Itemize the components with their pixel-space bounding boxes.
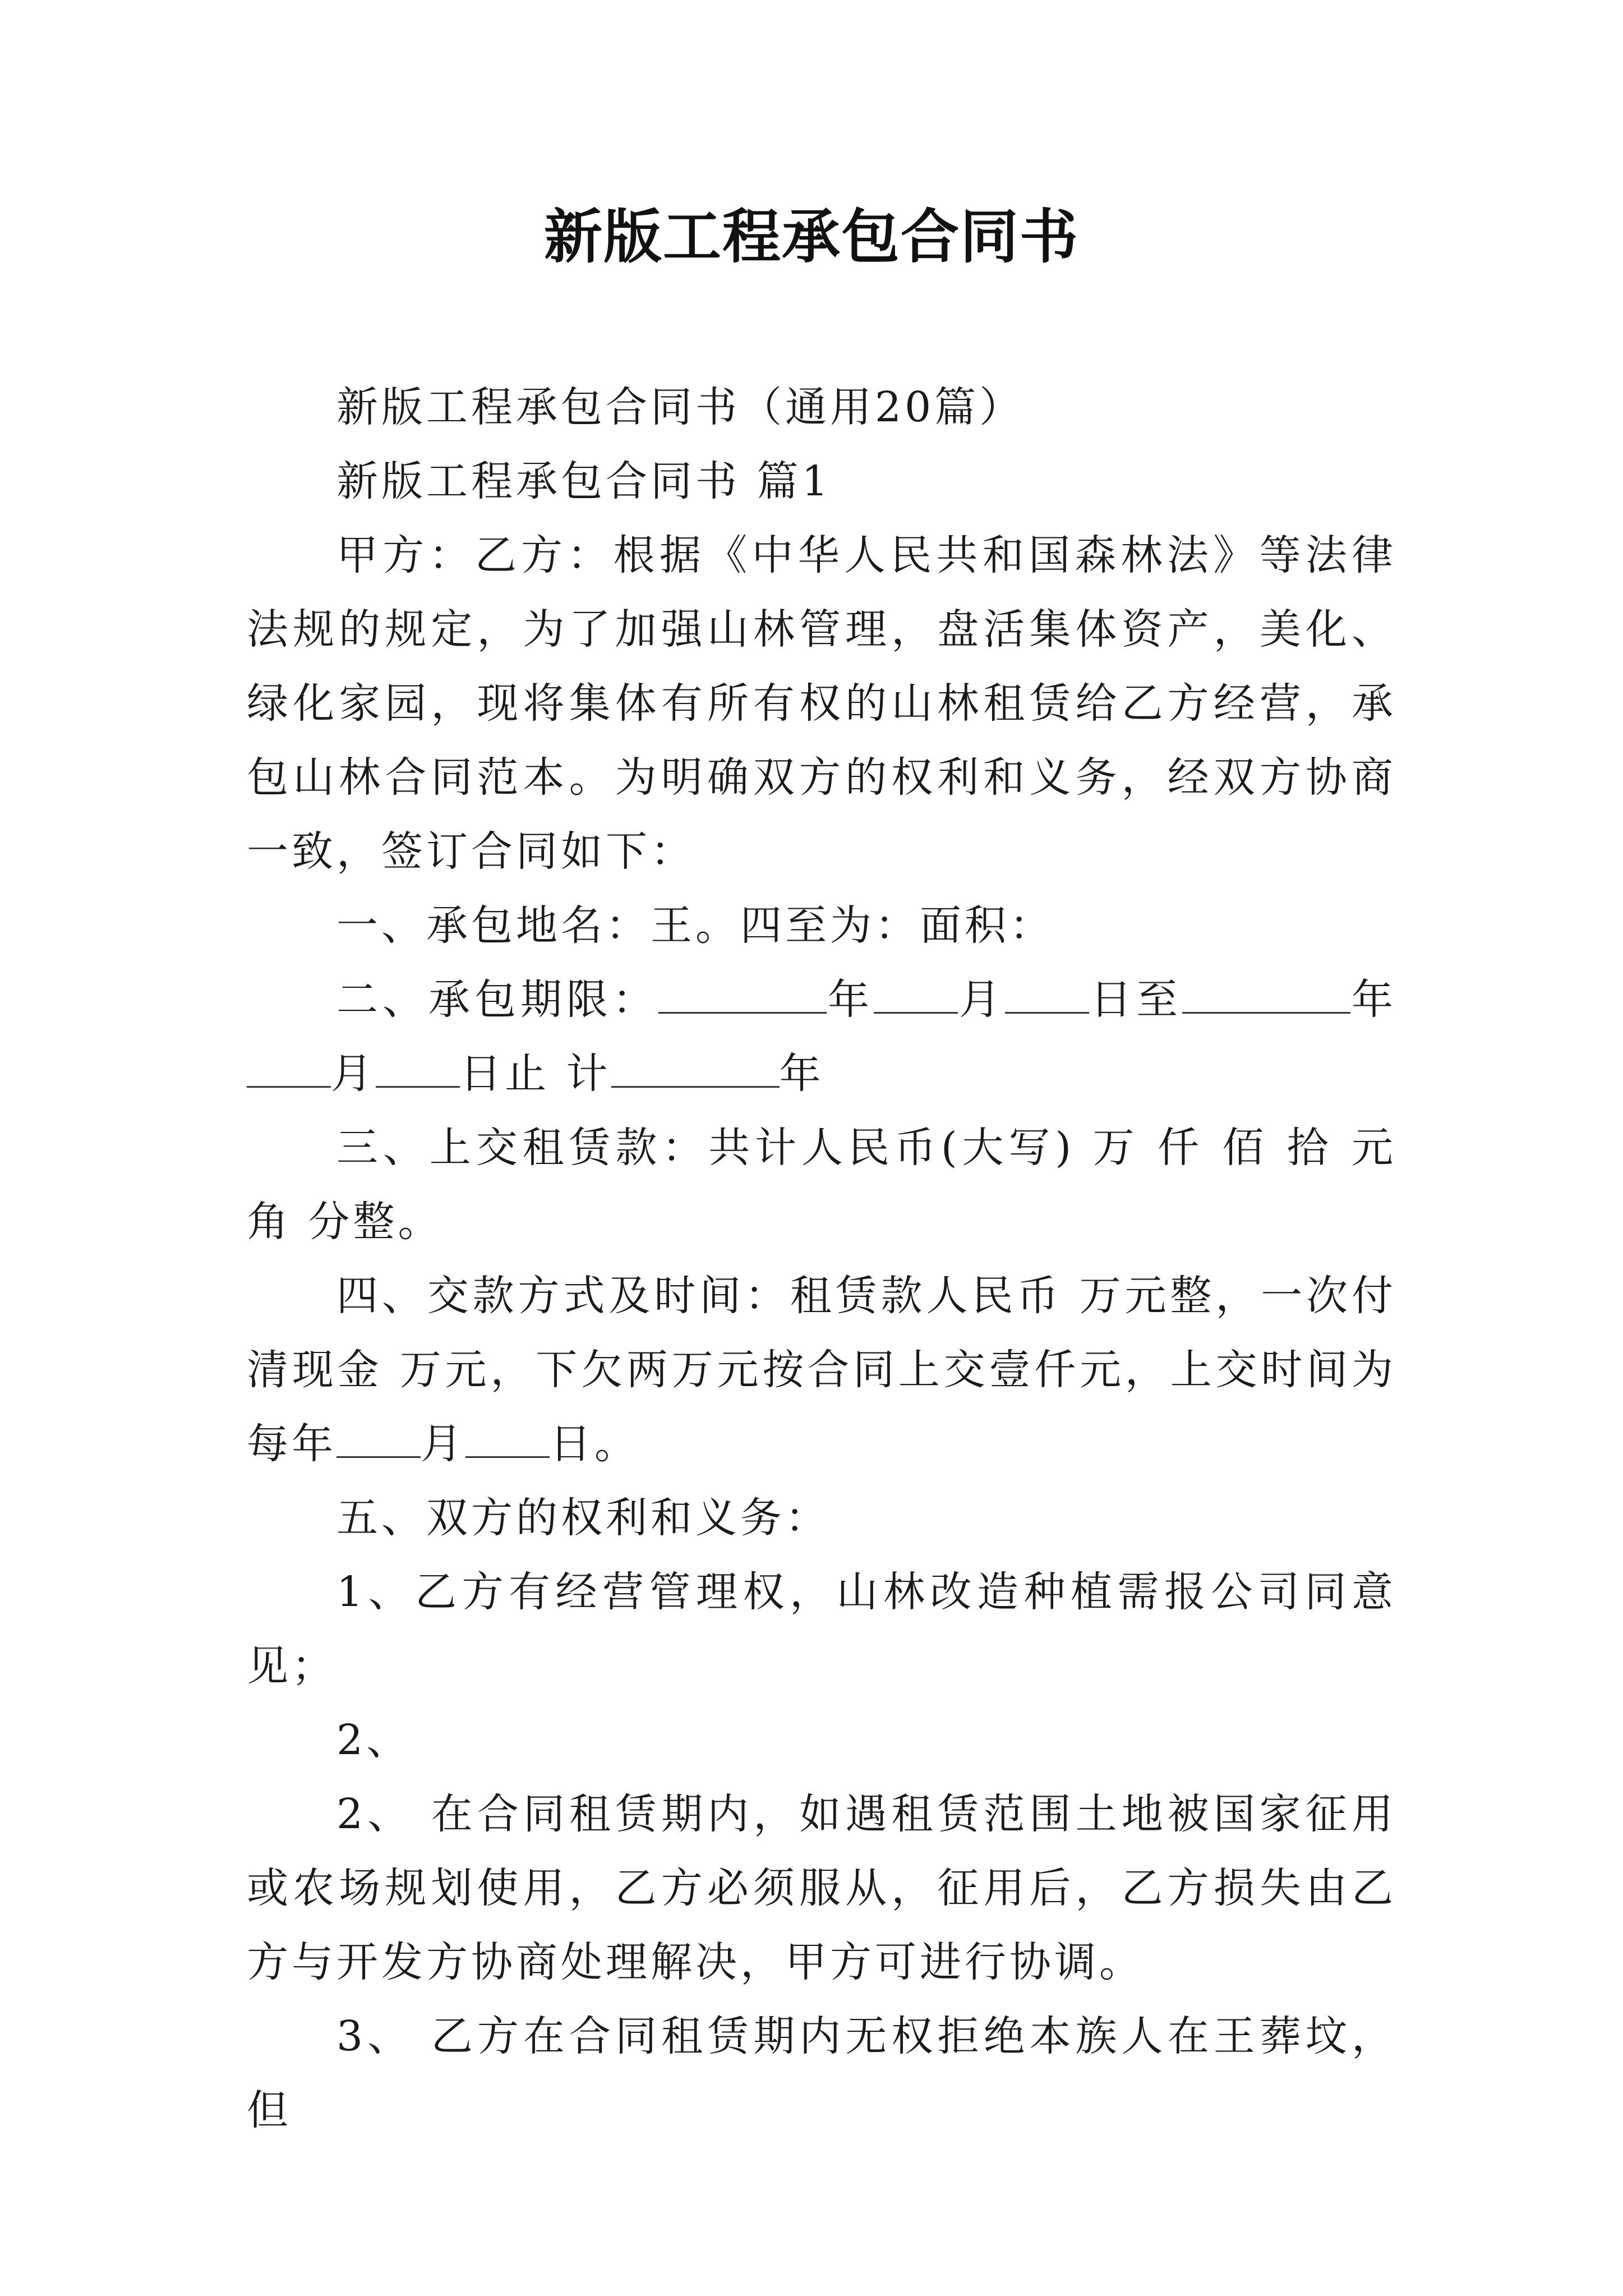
paragraph-item-2-empty: 2、 bbox=[336, 1716, 412, 1764]
paragraph-subtitle: 新版工程承包合同书（通用20篇） bbox=[336, 383, 1025, 431]
blank-pay-month[interactable] bbox=[336, 1423, 421, 1458]
term-end-month-label: 月 bbox=[331, 1050, 376, 1098]
term-day-to-label: 日至 bbox=[1089, 976, 1182, 1024]
clause-4-text: 四、交款方式及时间：租赁款人民币 万元整，一次付清现金 万元，下欠两万元按合同上交壹仟元，上交时间为 bbox=[247, 1272, 1396, 1394]
blank-start-month[interactable] bbox=[874, 978, 958, 1014]
blank-total-years[interactable] bbox=[611, 1052, 780, 1088]
paragraph-clause-4 bbox=[247, 1259, 1396, 1481]
term-total-label: 计 bbox=[566, 1050, 611, 1098]
blank-end-month[interactable] bbox=[247, 1052, 331, 1088]
blank-end-year[interactable] bbox=[1182, 978, 1350, 1014]
paragraph-preamble: 甲方：乙方：根据《中华人民共和国森林法》等法律法规的规定，为了加强山林管理，盘活集体资产，美化、绿化家园，现将集体有所有权的山林租赁给乙方经营，承包山林合同范本。为明确双方的权利和义务，经双方协商一致，签订合同如下： bbox=[247, 531, 1396, 876]
paragraph-clause-1: 一、承包地名：王。四至为：面积： bbox=[336, 901, 1054, 950]
term-end-year-label: 年 bbox=[1350, 976, 1396, 1024]
paragraph-item-3: 3、 乙方在合同租赁期内无权拒绝本族人在王葬坟，但 bbox=[247, 2012, 1396, 2134]
term-year-label: 年 bbox=[827, 976, 874, 1024]
term-total-year-label: 年 bbox=[779, 1050, 824, 1098]
payment-prefix: 每年 bbox=[247, 1420, 336, 1468]
term-prefix: 二、承包期限： bbox=[336, 976, 658, 1024]
blank-end-day[interactable] bbox=[376, 1052, 460, 1088]
document-body bbox=[247, 370, 1396, 2147]
blank-start-year[interactable] bbox=[658, 978, 827, 1014]
paragraph-item-1: 1、乙方有经营管理权，山林改造种植需报公司同意见； bbox=[247, 1568, 1396, 1690]
paragraph-clause-3: 三、上交租赁款：共计人民币(大写) 万 仟 佰 拾 元 角 分整。 bbox=[247, 1124, 1396, 1246]
paragraph-item-2: 2、 在合同租赁期内，如遇租赁范围土地被国家征用或农场规划使用，乙方必须服从，征用后，乙方损失由乙方与开发方协商处理解决，甲方可进行协调。 bbox=[247, 1790, 1396, 1986]
blank-start-day[interactable] bbox=[1005, 978, 1089, 1014]
term-month-label: 月 bbox=[958, 976, 1005, 1024]
payment-day-label: 日。 bbox=[550, 1420, 639, 1468]
paragraph-section-heading: 新版工程承包合同书 篇1 bbox=[336, 457, 832, 505]
term-day-end-label: 日止 bbox=[460, 1050, 550, 1098]
document-title: 新版工程承包合同书 bbox=[543, 202, 1079, 271]
paragraph-clause-2 bbox=[247, 963, 1396, 1111]
blank-pay-day[interactable] bbox=[465, 1423, 550, 1458]
paragraph-clause-5: 五、双方的权利和义务： bbox=[336, 1494, 830, 1542]
payment-month-label: 月 bbox=[421, 1420, 465, 1468]
